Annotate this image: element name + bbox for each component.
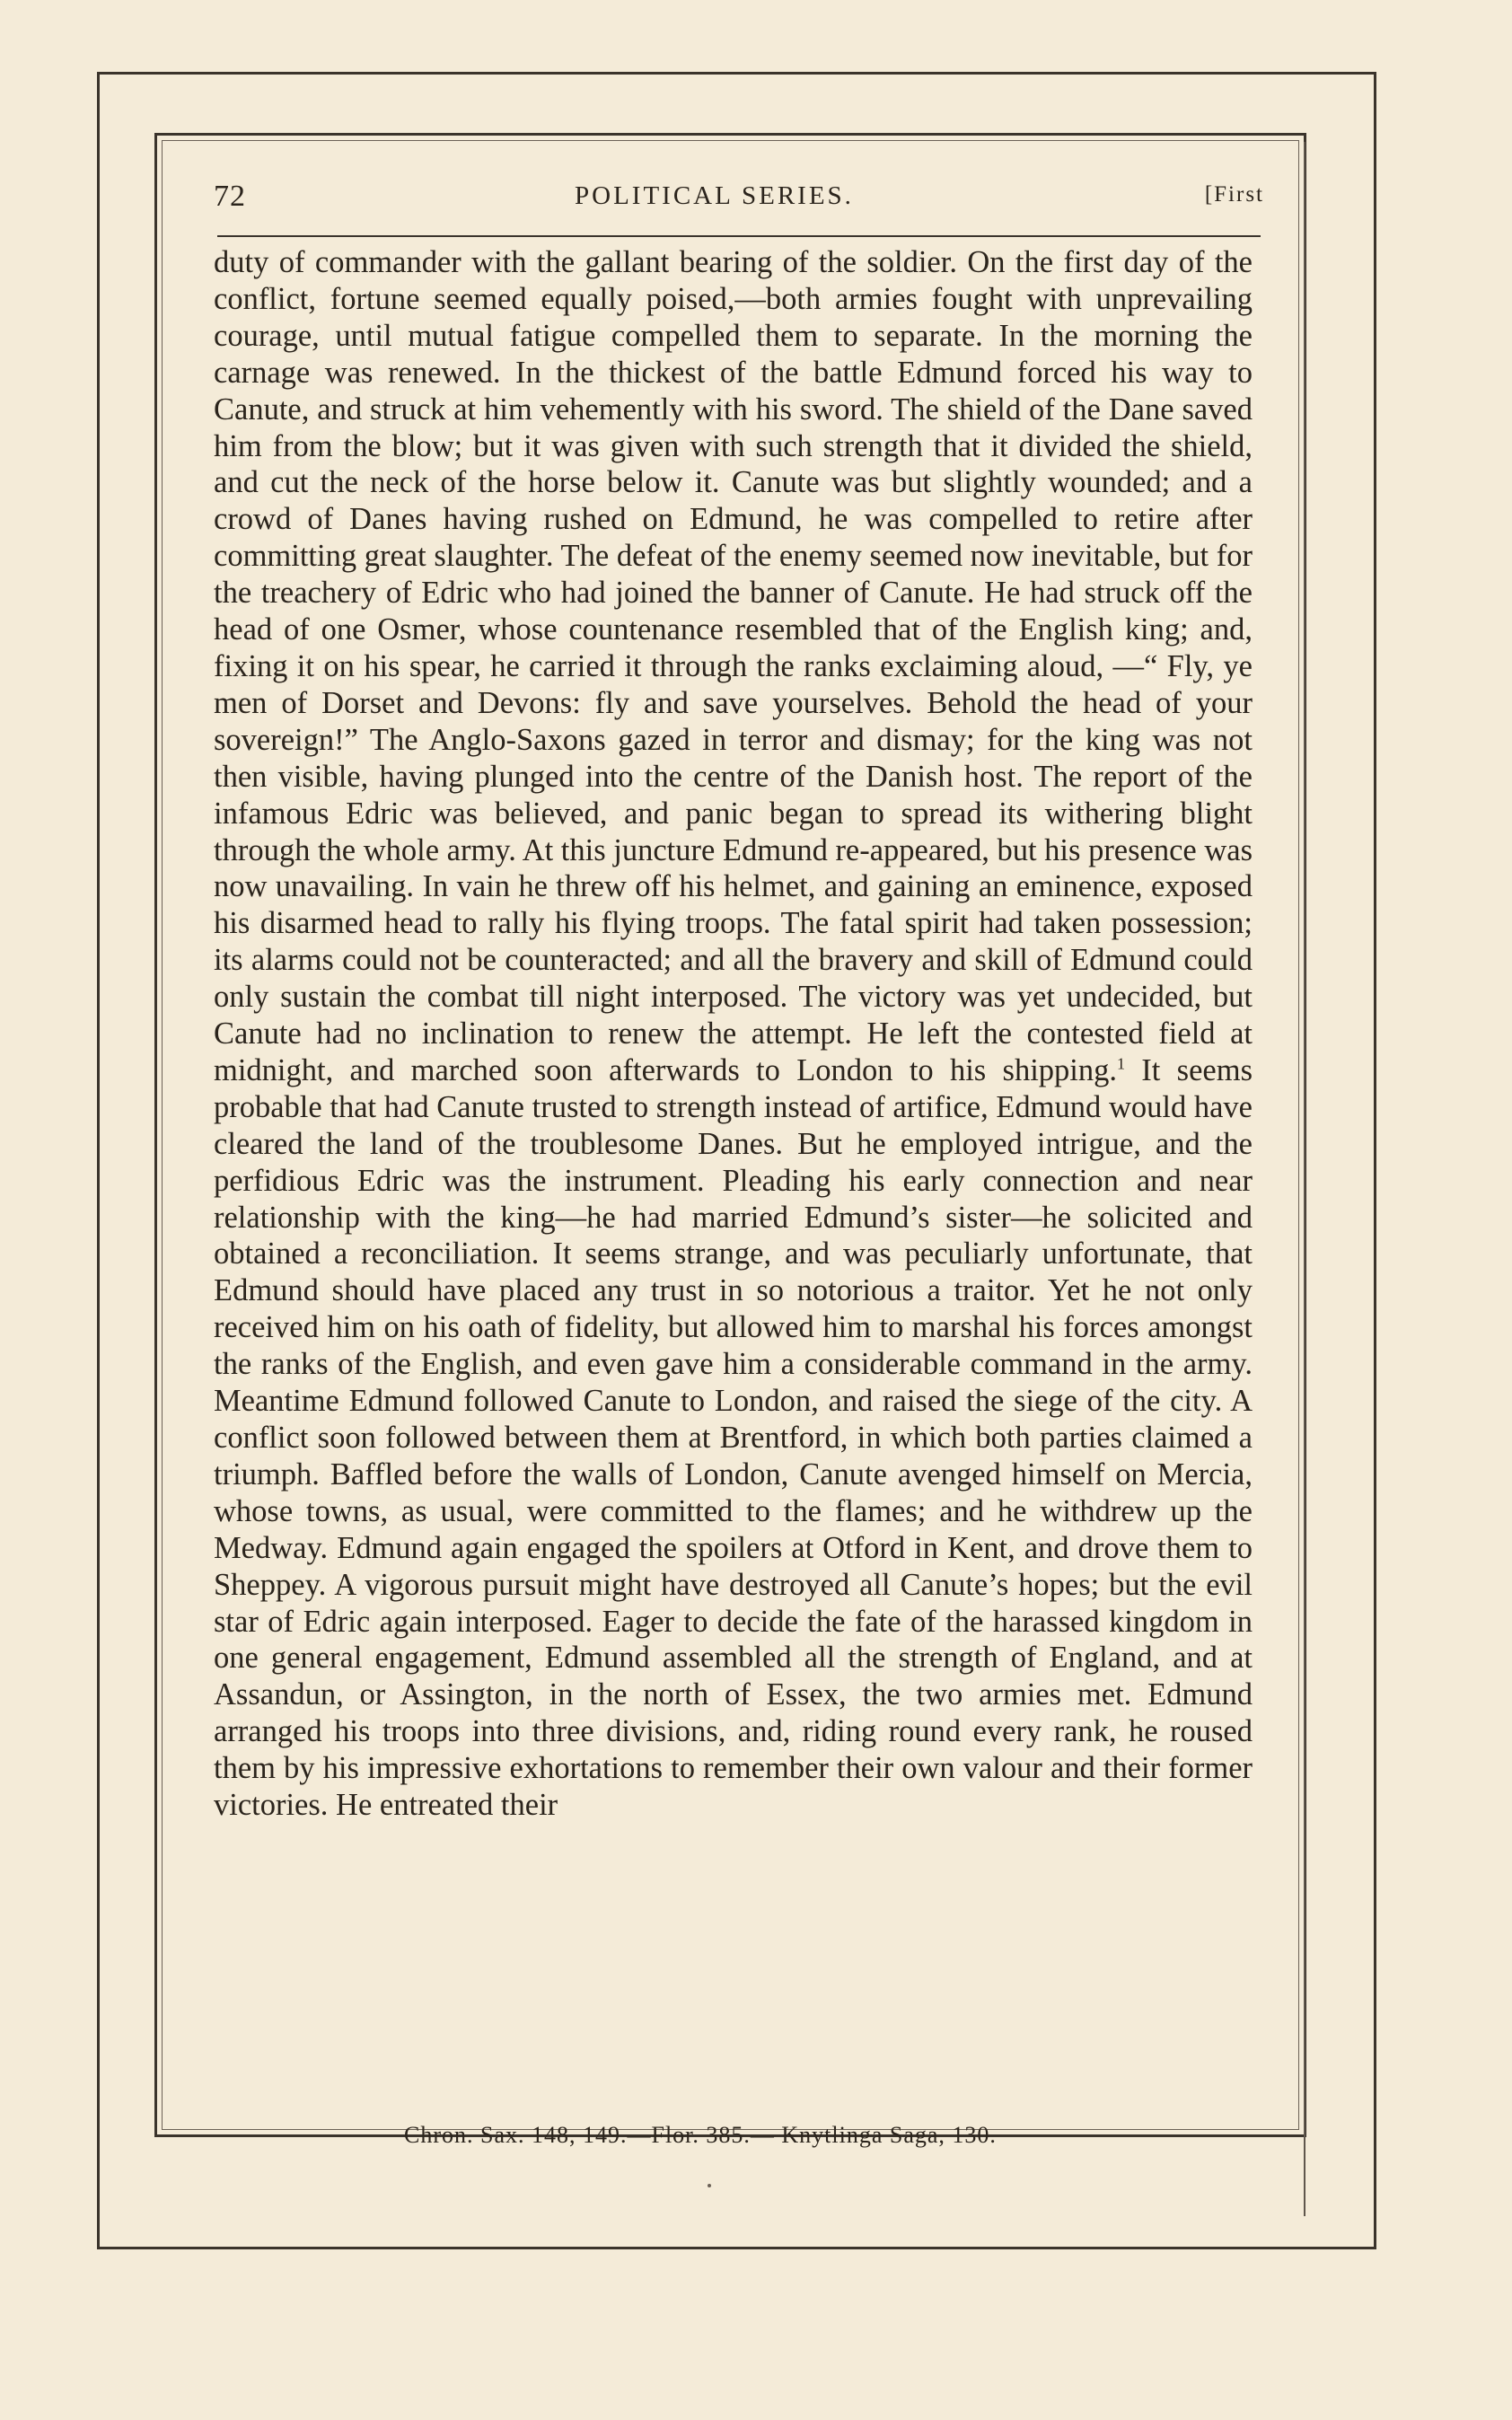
footnote-marker: 1 <box>1117 1054 1125 1073</box>
print-speck <box>708 2184 711 2187</box>
page-number: 72 <box>214 180 246 213</box>
header-rule <box>217 235 1261 237</box>
page-header <box>214 180 1264 224</box>
running-title: POLITICAL SERIES. <box>575 181 854 210</box>
main-paragraph: duty of commander with the gallant bearing of the soldier. On the first day of the conflict, fortune seemed equally poised,—both armies fought with unprevailing courage, until mutual fatigue compelled them to separate. In the morning the carnage was renewed. In the thickest of the battle Edmund forced his way to Canute, and struck at him vehemently with his sword. The shield of the Dane saved him from the blow; but it was given with such strength that it divided the shield, and cut the neck of the horse below it. Canute was but slightly wounded; and a crowd of Danes having rushed on Edmund, he was compelled to retire after committing great slaughter. The defeat of the enemy seemed now inevitable, but for the treachery of Edric who had joined the banner of Canute. He had struck off the head of one Osmer, whose countenance resembled that of the English king; and, fixing it on his spear, he carried it through the ranks exclaiming aloud, —“ Fly, ye men of Dorset and Devons: fly and save yourselves. Behold the head of your sovereign!” The Anglo-Saxons gazed in terror and dismay; for the king was not then visible, having plunged into the centre of the Danish host. The report of the infamous Edric was believed, and panic began to spread its withering blight through the whole army. At this juncture Edmund re-appeared, but his presence was now unavailing. In vain he threw off his helmet, and gaining an eminence, exposed his disarmed head to rally his flying troops. The fatal spirit had taken possession; its alarms could not be counteracted; and all the bravery and skill of Edmund could only sustain the combat till night interposed. The victory was yet undecided, but Canute had no inclination to renew the attempt. He left the contested field at midnight, and marched soon afterwards to London to his shipping. <box>214 245 1253 1087</box>
main-text-block <box>214 244 1253 2067</box>
main-paragraph-continuation: It seems probable that had Canute trusted to strength instead of artifice, Edmund would have cleared the land of the troublesome Danes. But he employed intrigue, and the perfidious Edric was the instrument. Pleading his early connection and near relationship with the king—he had married Edmund’s sister—he solicited and obtained a reconciliation. It seems strange, and was peculiarly unfortunate, that Edmund should have placed any trust in so notorious a traitor. Yet he not only received him on his oath of fidelity, but allowed him to marshal his forces amongst the ranks of the English, and even gave him a considerable command in the army. Meantime Edmund followed Canute to London, and raised the siege of the city. A conflict soon followed between them at Brentford, in which both parties claimed a triumph. Baffled before the walls of London, Canute avenged himself on Mercia, whose towns, as usual, were committed to the flames; and he withdrew up the Medway. Edmund again engaged the spoilers at Otford in Kent, and drove them to Sheppey. A vigorous pursuit might have destroyed all Canute’s hopes; but the evil star of Edric again interposed. Eager to decide the fate of the harassed kingdom in one general engagement, Edmund assembled all the strength of England, and at Assandun, or Assington, in the north of Essex, the two armies met. Edmund arranged his troops into three divisions, and, riding round every rank, he roused them by his impressive exhortations to remember their own valour and their former victories. He entreated their <box>214 1052 1253 1823</box>
right-edge-rule <box>1304 142 1305 2216</box>
section-mark: [First <box>1204 182 1264 207</box>
footnote: Chron. Sax. 148, 149.—Flor. 385.— Knytlinga Saga, 130. <box>404 2122 997 2148</box>
